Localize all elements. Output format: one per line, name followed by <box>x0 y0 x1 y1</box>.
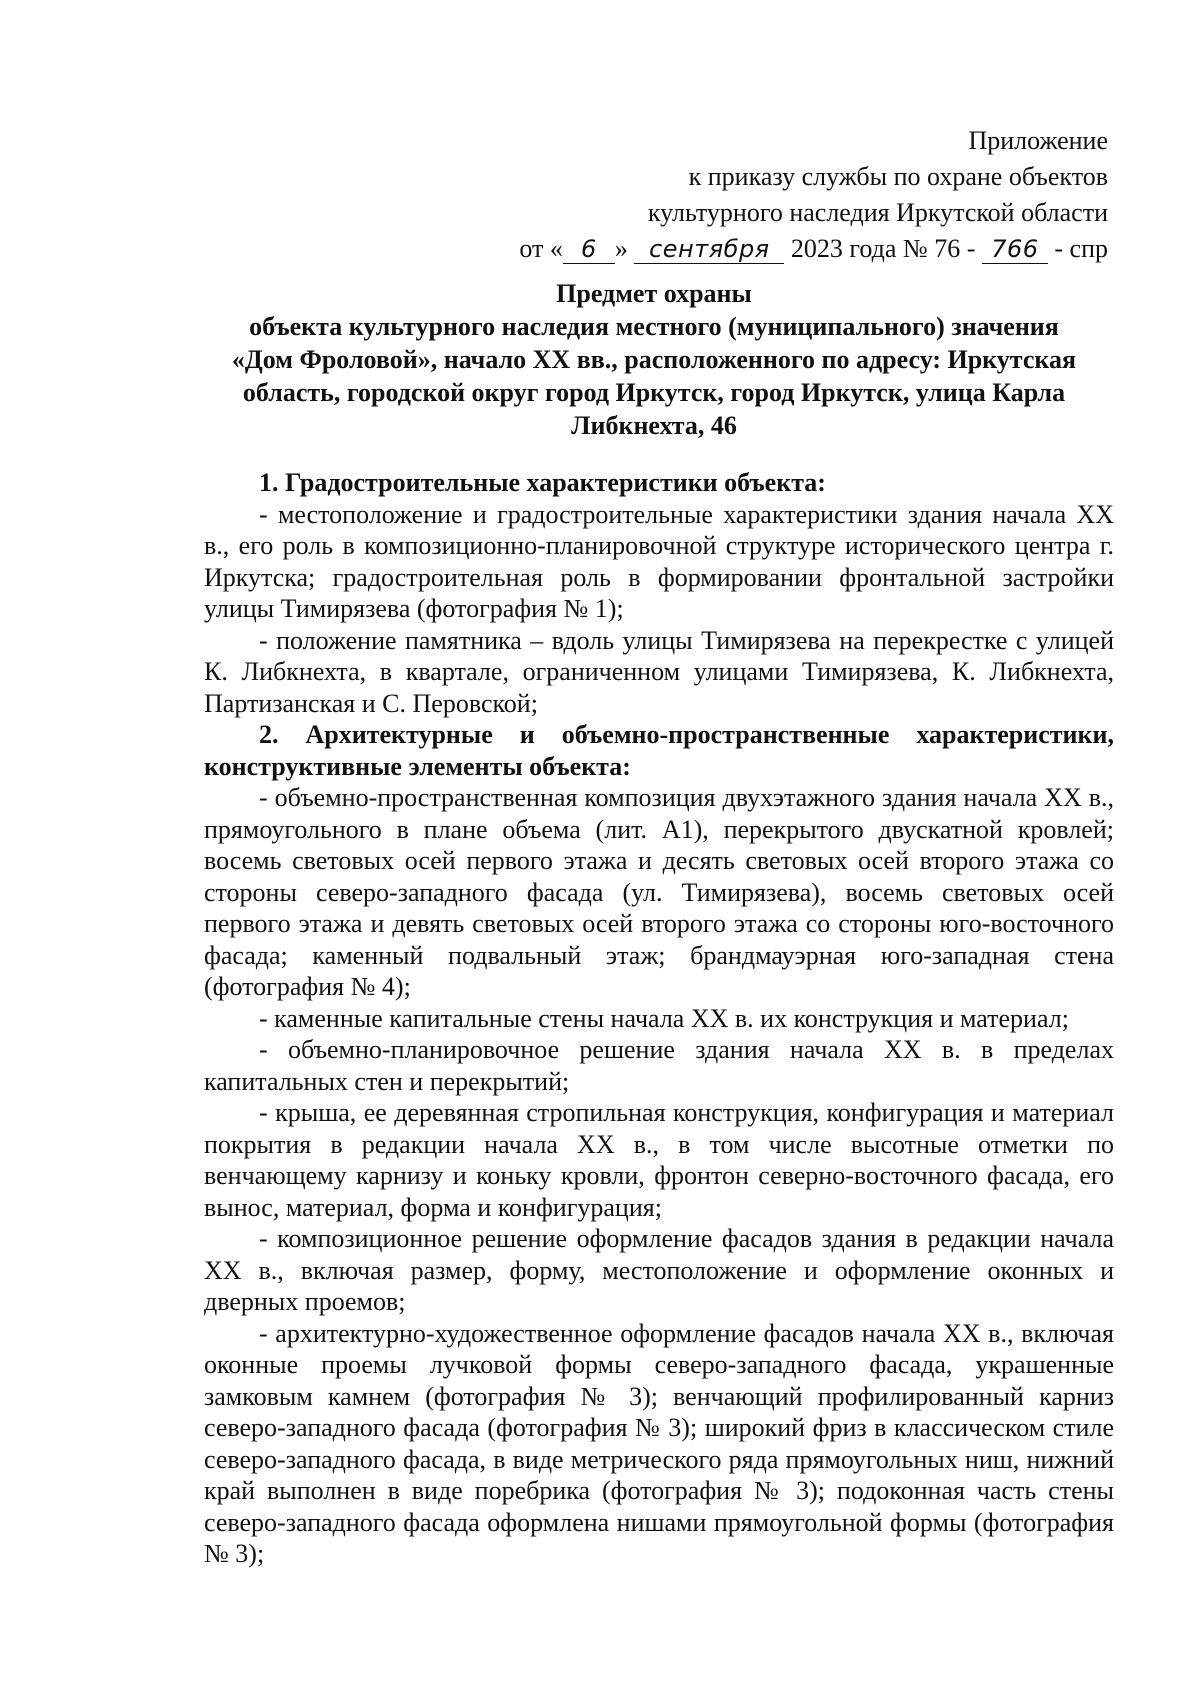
section-2-paragraph: - объемно-пространственная композиция двухэтажного здания начала XX в., прямоугольного в плане объема (лит. А1), перекрытого двускатной кровлей; восемь световых осей первого этажа и десять световых осей второго этажа со стороны северо-западного фасада (ул. Тимирязева), восемь световых осей первого этажа и девять световых осей второго этажа со стороны юго-восточного фасада; каменный подвальный этаж; брандмауэрная юго-западная стена (фотография № 4); <box>204 783 1114 1001</box>
header-date-line <box>519 231 1108 267</box>
section-1-paragraph: - местоположение и градостроительные характеристики здания начала XX в., его роль в композиционно-планировочной структуре исторического центра г. Иркутска; градостроительная роль в формировании фронтальной застройки улицы Тимирязева (фотография № 1); <box>204 499 1114 623</box>
date-day-handwritten: 6 <box>563 235 615 264</box>
title-line-2: объекта культурного наследия местного (муниципального) значения <box>249 312 1059 341</box>
date-mid: » <box>614 234 628 263</box>
document-body <box>204 467 1114 1570</box>
section-2-paragraph: - композиционное решение оформление фасадов здания в редакции начала XX в., включая размер, форму, местоположение и оформление оконных и дверных проемов; <box>204 1224 1114 1316</box>
title-line-3: «Дом Фроловой», начало XX вв., расположенного по адресу: Иркутская <box>231 345 1077 374</box>
title-line-4: область, городской округ город Иркутск, город Иркутск, улица Карла <box>242 378 1066 407</box>
title-line-1: Предмет охраны <box>556 279 752 308</box>
section-2-paragraph: - объемно-планировочное решение здания начала XX в. в пределах капитальных стен и перекрытий; <box>204 1035 1114 1096</box>
header-line-order: к приказу службы по охране объектов <box>688 162 1108 191</box>
section-1-paragraph: - положение памятника – вдоль улицы Тимирязева на перекрестке с улицей К. Либкнехта, в квартале, ограниченном улицами Тимирязева, К. Либкнехта, Партизанская и С. Перовской; <box>204 625 1114 718</box>
section-2-heading: 2. Архитектурные и объемно-пространственные характеристики, конструктивные элементы объекта: <box>204 720 1114 781</box>
date-prefix: от « <box>519 234 563 263</box>
appendix-header <box>519 123 1108 267</box>
header-line-service: культурного наследия Иркутской области <box>647 198 1108 227</box>
order-number-handwritten: 766 <box>982 235 1048 264</box>
date-month-handwritten: сентября <box>634 235 784 264</box>
order-suffix: - спр <box>1054 234 1108 263</box>
document-title <box>204 277 1104 442</box>
section-2-paragraph: - каменные капитальные стены начала XX в. их конструкция и материал; <box>259 1003 1069 1033</box>
date-suffix: 2023 года № 76 - <box>790 234 976 263</box>
section-2-paragraph: - архитектурно-художественное оформление фасадов начала XX в., включая оконные проемы лучковой формы северо-западного фасада, украшенные замковым камнем (фотография № 3); венчающий профилированный карниз северо-западного фасада (фотография № 3); широкий фриз в классическом стиле северо-западного фасада, в виде метрического ряда прямоугольных ниш, нижний край выполнен в виде поребрика (фотография № 3); подоконная часть стены северо-западного фасада оформлена нишами прямоугольной формы (фотография № 3); <box>204 1318 1114 1568</box>
title-line-5: Либкнехта, 46 <box>571 411 737 440</box>
section-2-paragraph: - крыша, ее деревянная стропильная конструкция, конфигурация и материал покрытия в редакции начала XX в., в том числе высотные отметки по венчающему карнизу и коньку кровли, фронтон северно-восточного фасада, его вынос, материал, форма и конфигурация; <box>204 1098 1114 1222</box>
header-line-appendix: Приложение <box>968 126 1108 155</box>
section-1-heading: 1. Градостроительные характеристики объекта: <box>259 468 826 497</box>
